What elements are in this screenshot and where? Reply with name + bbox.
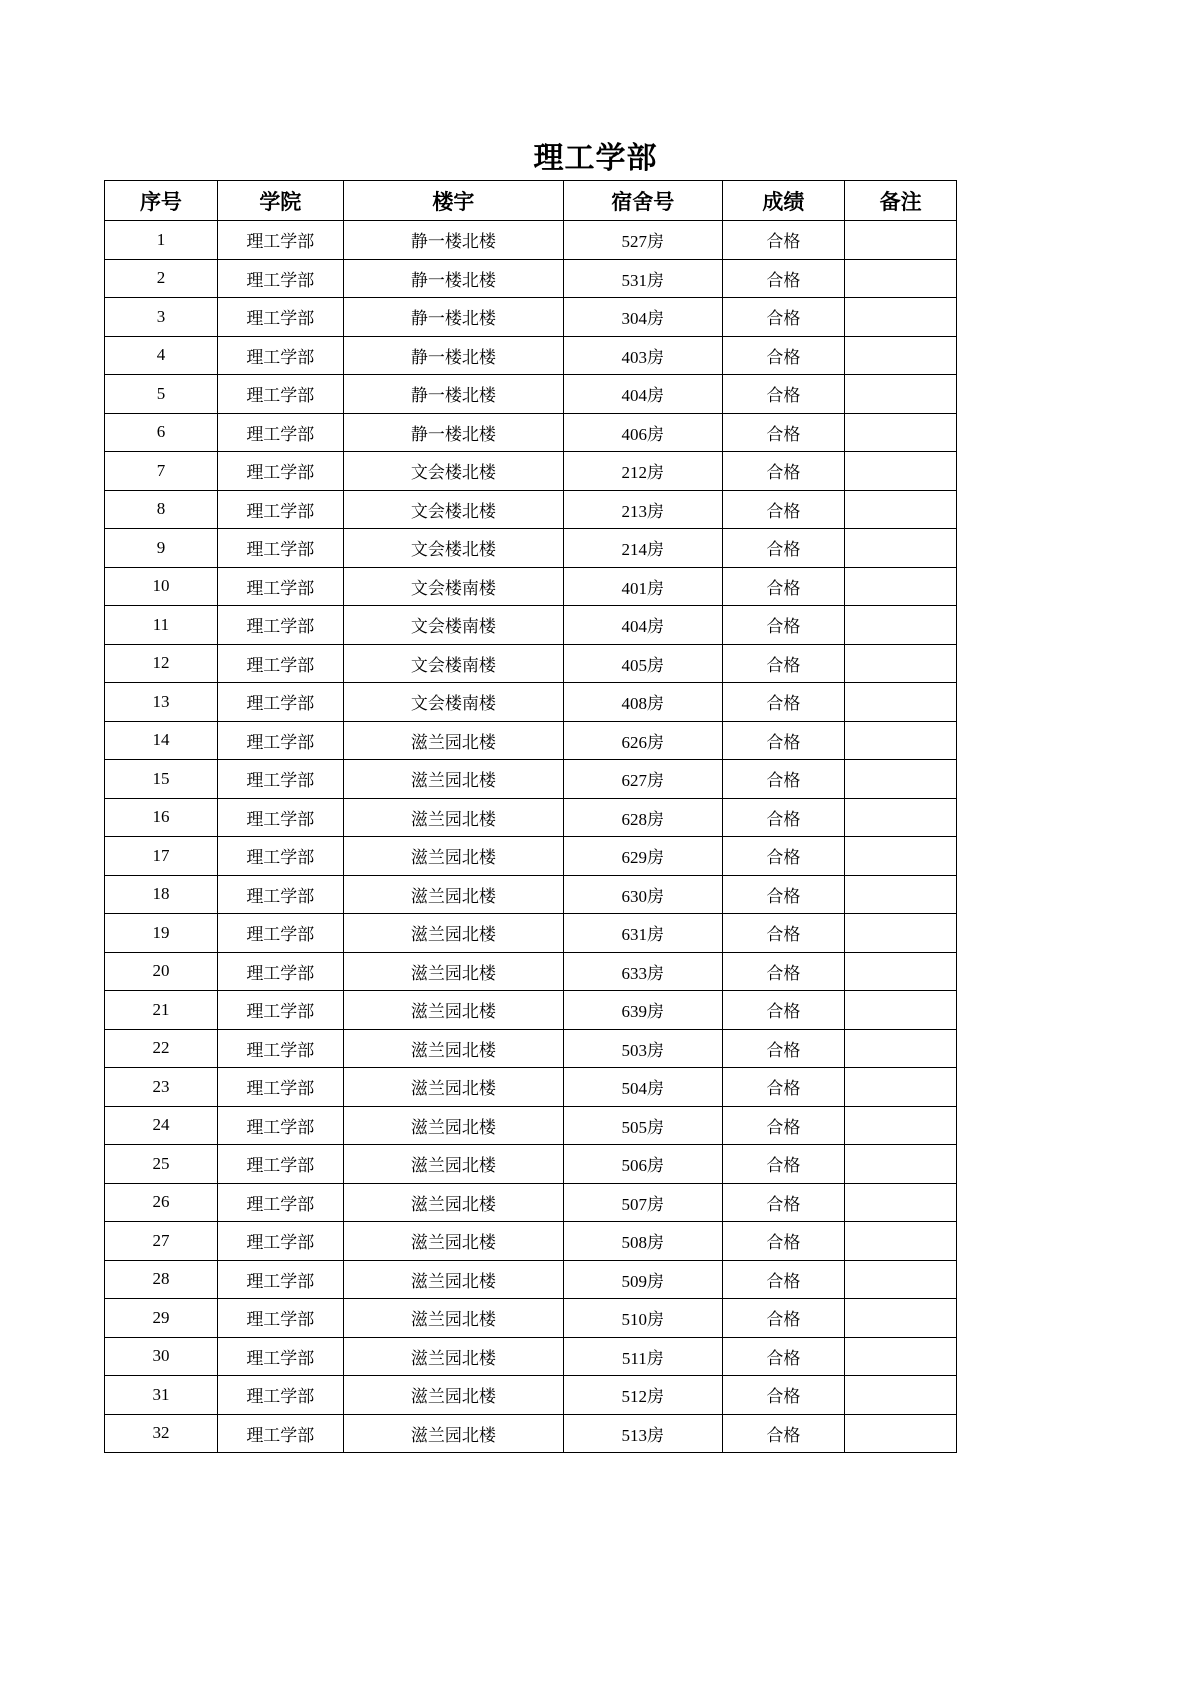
cell-building: 滋兰园北楼 [343,1260,563,1299]
cell-result: 合格 [722,1414,845,1453]
cell-index: 20 [105,952,218,991]
cell-room: 405房 [564,644,722,683]
cell-remark [845,413,957,452]
cell-room: 401房 [564,567,722,606]
cell-result: 合格 [722,336,845,375]
cell-index: 24 [105,1106,218,1145]
cell-college: 理工学部 [217,336,343,375]
cell-room: 527房 [564,221,722,260]
cell-building: 滋兰园北楼 [343,1222,563,1261]
cell-result: 合格 [722,837,845,876]
cell-college: 理工学部 [217,259,343,298]
cell-remark [845,1414,957,1453]
table-row [105,875,957,914]
cell-index: 11 [105,606,218,645]
cell-result: 合格 [722,298,845,337]
table-row [105,490,957,529]
cell-index: 25 [105,1145,218,1184]
cell-index: 19 [105,914,218,953]
cell-college: 理工学部 [217,221,343,260]
cell-room: 406房 [564,413,722,452]
cell-room: 639房 [564,991,722,1030]
cell-college: 理工学部 [217,606,343,645]
table-row [105,1260,957,1299]
cell-room: 214房 [564,529,722,568]
cell-index: 18 [105,875,218,914]
cell-result: 合格 [722,1145,845,1184]
cell-remark [845,837,957,876]
cell-room: 505房 [564,1106,722,1145]
cell-building: 滋兰园北楼 [343,875,563,914]
cell-result: 合格 [722,413,845,452]
table-row [105,1337,957,1376]
cell-result: 合格 [722,1299,845,1338]
cell-result: 合格 [722,606,845,645]
cell-result: 合格 [722,1183,845,1222]
cell-room: 503房 [564,1029,722,1068]
cell-result: 合格 [722,529,845,568]
cell-college: 理工学部 [217,1222,343,1261]
cell-index: 27 [105,1222,218,1261]
column-header-index: 序号 [105,181,218,221]
cell-building: 滋兰园北楼 [343,760,563,799]
cell-index: 29 [105,1299,218,1338]
cell-building: 文会楼南楼 [343,644,563,683]
cell-result: 合格 [722,1068,845,1107]
cell-college: 理工学部 [217,1299,343,1338]
cell-college: 理工学部 [217,298,343,337]
cell-college: 理工学部 [217,683,343,722]
cell-building: 滋兰园北楼 [343,1183,563,1222]
cell-building: 文会楼南楼 [343,567,563,606]
cell-index: 32 [105,1414,218,1453]
cell-result: 合格 [722,1029,845,1068]
cell-building: 滋兰园北楼 [343,914,563,953]
cell-college: 理工学部 [217,1260,343,1299]
cell-remark [845,1222,957,1261]
cell-index: 9 [105,529,218,568]
page-title: 理工学部 [533,142,658,175]
table-row [105,1299,957,1338]
cell-room: 404房 [564,606,722,645]
table-row [105,798,957,837]
cell-remark [845,1337,957,1376]
cell-room: 628房 [564,798,722,837]
table-header-row [105,181,957,221]
cell-college: 理工学部 [217,413,343,452]
table-row [105,1145,957,1184]
table-row [105,375,957,414]
cell-result: 合格 [722,721,845,760]
cell-remark [845,221,957,260]
cell-index: 4 [105,336,218,375]
cell-room: 212房 [564,452,722,491]
cell-index: 17 [105,837,218,876]
cell-index: 16 [105,798,218,837]
cell-remark [845,798,957,837]
cell-building: 滋兰园北楼 [343,1376,563,1415]
table-header [105,181,957,221]
table-row [105,1222,957,1261]
table-row [105,529,957,568]
cell-building: 滋兰园北楼 [343,1068,563,1107]
cell-result: 合格 [722,644,845,683]
table-body [105,221,957,1453]
table-row [105,336,957,375]
cell-building: 文会楼南楼 [343,683,563,722]
cell-remark [845,644,957,683]
cell-remark [845,529,957,568]
table-row [105,1029,957,1068]
cell-building: 滋兰园北楼 [343,1414,563,1453]
cell-college: 理工学部 [217,914,343,953]
table-row [105,914,957,953]
dormitory-inspection-table [104,180,957,1453]
cell-remark [845,1029,957,1068]
cell-index: 30 [105,1337,218,1376]
cell-room: 513房 [564,1414,722,1453]
cell-college: 理工学部 [217,760,343,799]
cell-room: 509房 [564,1260,722,1299]
cell-room: 630房 [564,875,722,914]
table-row [105,1414,957,1453]
cell-remark [845,1068,957,1107]
cell-building: 文会楼南楼 [343,606,563,645]
cell-building: 滋兰园北楼 [343,1145,563,1184]
cell-index: 3 [105,298,218,337]
cell-remark [845,914,957,953]
cell-result: 合格 [722,1106,845,1145]
cell-index: 6 [105,413,218,452]
cell-result: 合格 [722,1222,845,1261]
cell-remark [845,567,957,606]
cell-building: 文会楼北楼 [343,490,563,529]
cell-result: 合格 [722,683,845,722]
cell-result: 合格 [722,452,845,491]
cell-remark [845,991,957,1030]
cell-remark [845,683,957,722]
cell-index: 31 [105,1376,218,1415]
cell-remark [845,1106,957,1145]
cell-index: 26 [105,1183,218,1222]
cell-building: 静一楼北楼 [343,375,563,414]
cell-building: 滋兰园北楼 [343,1029,563,1068]
cell-college: 理工学部 [217,991,343,1030]
cell-index: 22 [105,1029,218,1068]
table-row [105,721,957,760]
cell-result: 合格 [722,991,845,1030]
cell-result: 合格 [722,490,845,529]
cell-remark [845,875,957,914]
cell-remark [845,259,957,298]
cell-college: 理工学部 [217,644,343,683]
cell-index: 13 [105,683,218,722]
cell-index: 14 [105,721,218,760]
cell-college: 理工学部 [217,1183,343,1222]
cell-college: 理工学部 [217,1414,343,1453]
cell-index: 5 [105,375,218,414]
table-row [105,683,957,722]
cell-building: 文会楼北楼 [343,452,563,491]
cell-building: 滋兰园北楼 [343,1299,563,1338]
cell-result: 合格 [722,1337,845,1376]
cell-college: 理工学部 [217,567,343,606]
table-row [105,837,957,876]
cell-remark [845,952,957,991]
cell-room: 531房 [564,259,722,298]
table-row [105,413,957,452]
table-row [105,1376,957,1415]
cell-building: 静一楼北楼 [343,413,563,452]
table-row [105,952,957,991]
cell-remark [845,490,957,529]
table-row [105,606,957,645]
cell-room: 213房 [564,490,722,529]
cell-college: 理工学部 [217,1376,343,1415]
cell-college: 理工学部 [217,1145,343,1184]
cell-result: 合格 [722,1260,845,1299]
table-row [105,644,957,683]
cell-college: 理工学部 [217,952,343,991]
cell-result: 合格 [722,259,845,298]
cell-building: 滋兰园北楼 [343,1106,563,1145]
cell-building: 滋兰园北楼 [343,952,563,991]
cell-index: 8 [105,490,218,529]
table-row [105,221,957,260]
cell-college: 理工学部 [217,875,343,914]
cell-college: 理工学部 [217,1068,343,1107]
cell-college: 理工学部 [217,375,343,414]
cell-room: 512房 [564,1376,722,1415]
column-header-room: 宿舍号 [564,181,722,221]
cell-result: 合格 [722,875,845,914]
cell-result: 合格 [722,798,845,837]
cell-room: 403房 [564,336,722,375]
cell-result: 合格 [722,1376,845,1415]
cell-result: 合格 [722,914,845,953]
cell-college: 理工学部 [217,1029,343,1068]
cell-result: 合格 [722,221,845,260]
cell-remark [845,1260,957,1299]
cell-building: 文会楼北楼 [343,529,563,568]
cell-building: 静一楼北楼 [343,259,563,298]
table-row [105,298,957,337]
table-row [105,1106,957,1145]
cell-room: 633房 [564,952,722,991]
cell-room: 508房 [564,1222,722,1261]
cell-building: 静一楼北楼 [343,221,563,260]
cell-index: 10 [105,567,218,606]
cell-building: 滋兰园北楼 [343,1337,563,1376]
cell-index: 12 [105,644,218,683]
cell-index: 2 [105,259,218,298]
cell-building: 滋兰园北楼 [343,798,563,837]
cell-college: 理工学部 [217,490,343,529]
cell-college: 理工学部 [217,798,343,837]
cell-building: 静一楼北楼 [343,298,563,337]
cell-result: 合格 [722,952,845,991]
cell-index: 7 [105,452,218,491]
cell-remark [845,1183,957,1222]
column-header-remark: 备注 [845,181,957,221]
cell-remark [845,375,957,414]
cell-room: 511房 [564,1337,722,1376]
cell-room: 627房 [564,760,722,799]
cell-room: 626房 [564,721,722,760]
cell-room: 504房 [564,1068,722,1107]
table-row [105,760,957,799]
cell-index: 15 [105,760,218,799]
cell-college: 理工学部 [217,721,343,760]
cell-index: 28 [105,1260,218,1299]
table-row [105,567,957,606]
table-row [105,991,957,1030]
cell-remark [845,606,957,645]
column-header-building: 楼宇 [343,181,563,221]
cell-building: 滋兰园北楼 [343,991,563,1030]
cell-remark [845,1145,957,1184]
cell-room: 631房 [564,914,722,953]
table-row [105,452,957,491]
cell-index: 23 [105,1068,218,1107]
table-row [105,259,957,298]
cell-college: 理工学部 [217,452,343,491]
cell-remark [845,721,957,760]
cell-building: 滋兰园北楼 [343,837,563,876]
cell-room: 304房 [564,298,722,337]
cell-remark [845,298,957,337]
cell-remark [845,336,957,375]
cell-result: 合格 [722,760,845,799]
cell-room: 404房 [564,375,722,414]
cell-college: 理工学部 [217,1337,343,1376]
cell-room: 507房 [564,1183,722,1222]
cell-index: 1 [105,221,218,260]
column-header-result: 成绩 [722,181,845,221]
cell-college: 理工学部 [217,837,343,876]
cell-result: 合格 [722,567,845,606]
cell-building: 静一楼北楼 [343,336,563,375]
cell-room: 510房 [564,1299,722,1338]
cell-remark [845,760,957,799]
cell-index: 21 [105,991,218,1030]
cell-remark [845,1376,957,1415]
cell-result: 合格 [722,375,845,414]
cell-room: 506房 [564,1145,722,1184]
cell-remark [845,452,957,491]
cell-room: 408房 [564,683,722,722]
column-header-college: 学院 [217,181,343,221]
cell-college: 理工学部 [217,1106,343,1145]
table-row [105,1068,957,1107]
cell-building: 滋兰园北楼 [343,721,563,760]
cell-college: 理工学部 [217,529,343,568]
table-row [105,1183,957,1222]
cell-room: 629房 [564,837,722,876]
cell-remark [845,1299,957,1338]
